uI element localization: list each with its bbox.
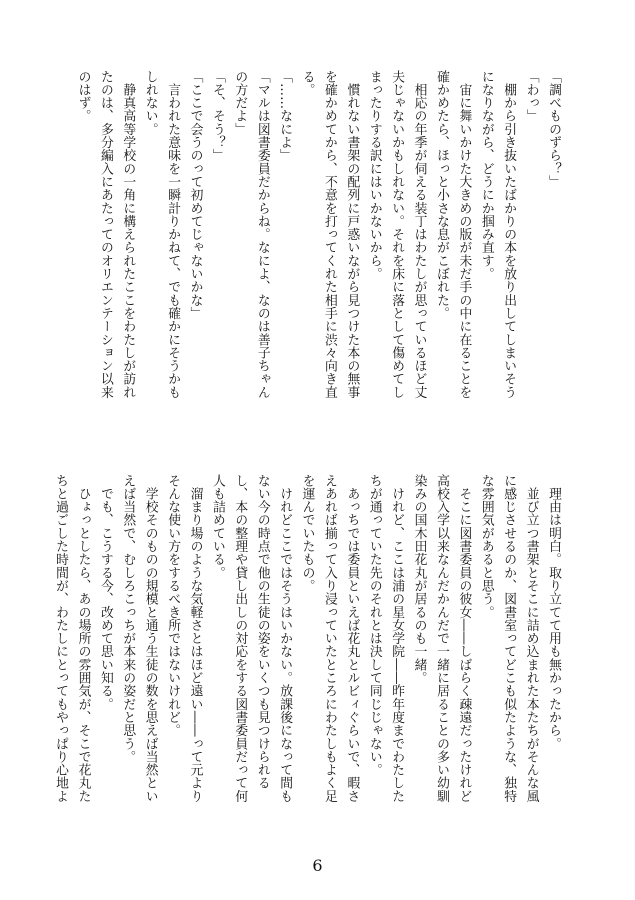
text-line: し、本の整理や貸し出しの対応をする図書委員だって何: [232, 474, 248, 803]
text-line: 人も詰めている。: [209, 474, 225, 580]
text-line: 慣れない書架の配列に戸惑いながら見つけた本の無事: [344, 70, 360, 399]
text-line: でも、こうする今、改めて思い知る。: [97, 474, 113, 711]
text-line: ない今の時点で他の生徒の姿をいくつも見つけられる: [254, 474, 270, 790]
bottom-text-block: [53, 474, 564, 846]
text-line: を運んでいたもの。: [299, 474, 315, 593]
text-line: 「マルは図書委員だからね。なによ、なのは善子ちゃん: [254, 70, 270, 399]
text-line: 「……なによ」: [277, 70, 293, 163]
text-line: 高校入学以来なんだかんだで一緒に居ることの多い幼馴: [433, 474, 449, 803]
text-line: のはず。: [75, 70, 91, 123]
text-line: そこに図書委員の彼女――しばらく疎遠だったけれど: [456, 474, 472, 803]
text-line: えば当然で、むしろこっちが本来の姿だと思う。: [120, 474, 136, 764]
text-line: あっちでは委員といえば花丸とルビィぐらいで、暇さ: [344, 474, 360, 803]
text-line: 相応の年季が伺える装丁はわたしが思っているほど丈: [411, 70, 427, 399]
text-line: 棚から引き抜いたばかりの本を放り出してしまいそう: [501, 70, 517, 399]
text-line: 「ここで会うのって初めてじゃないかな」: [187, 70, 203, 320]
text-line: まったりする訳にはいかないから。: [366, 70, 382, 281]
text-line: 「わっ」: [523, 70, 539, 123]
text-line: たのは、多分編入にあたってのオリエンテーション以来: [97, 70, 113, 399]
text-line: を確かめてから、不意を打ってくれた相手に渋々向き直: [321, 70, 337, 399]
text-line: えあれば揃って入り浸っていたところにわたしもよく足: [321, 474, 337, 803]
page-number: 6: [312, 856, 323, 875]
top-text-block: [74, 70, 564, 442]
text-line: 並び立つ書架とそこに詰め込まれた本たちがそんな風: [523, 474, 539, 803]
text-line: 静真高等学校の一角に構えられたここをわたしが訪れ: [120, 70, 136, 399]
text-line: 宙に舞いかけた大きめの版が未だ手の中に在ることを: [456, 70, 472, 399]
text-line: 学校そのものの規模と通う生徒の数を思えば当然とい: [142, 474, 158, 803]
text-line: けれど、ここは浦の星女学院――昨年度までわたした: [389, 474, 405, 803]
text-line: 染みの国木田花丸が居るのも一緒。: [411, 474, 427, 685]
text-line: ひょっとしたら、あの場所の雰囲気が、そこで花丸た: [75, 474, 91, 803]
text-line: 「そ、そう？」: [209, 70, 225, 163]
text-line: に感じさせるのか、図書室ってどこも似たような、独特: [501, 474, 517, 803]
text-line: けれどここではそうはいかない。放課後になって間も: [277, 474, 293, 803]
text-line: 言われた意味を一瞬計りかねて、でも確かにそうかも: [165, 70, 181, 399]
text-line: ちと過ごした時間が、わたしにとってもやっぱり心地よ: [53, 474, 69, 803]
text-line: な雰囲気があると思う。: [478, 474, 494, 619]
text-line: ちが通っていた先のそれとは決して同じじゃない。: [366, 474, 382, 777]
text-line: しれない。: [142, 70, 158, 136]
text-line: の方だよ」: [232, 70, 248, 136]
text-line: る。: [299, 70, 315, 97]
text-line: になりながら、どうにか掴み直す。: [478, 70, 494, 281]
text-line: そんな使い方をするべき所ではないけれど。: [165, 474, 181, 737]
text-line: 夫じゃないかもしれない。それを床に落として傷めてし: [389, 70, 405, 399]
text-line: 確かめたら、ほっと小さな息がこぼれた。: [433, 70, 449, 320]
text-line: 理由は明白。取り立てて用も無かったから。: [546, 474, 561, 751]
text-line: 溜まり場のような気軽さとはほど遠い――って元より: [187, 474, 203, 803]
text-line: 「調べものずら？」: [546, 70, 561, 189]
